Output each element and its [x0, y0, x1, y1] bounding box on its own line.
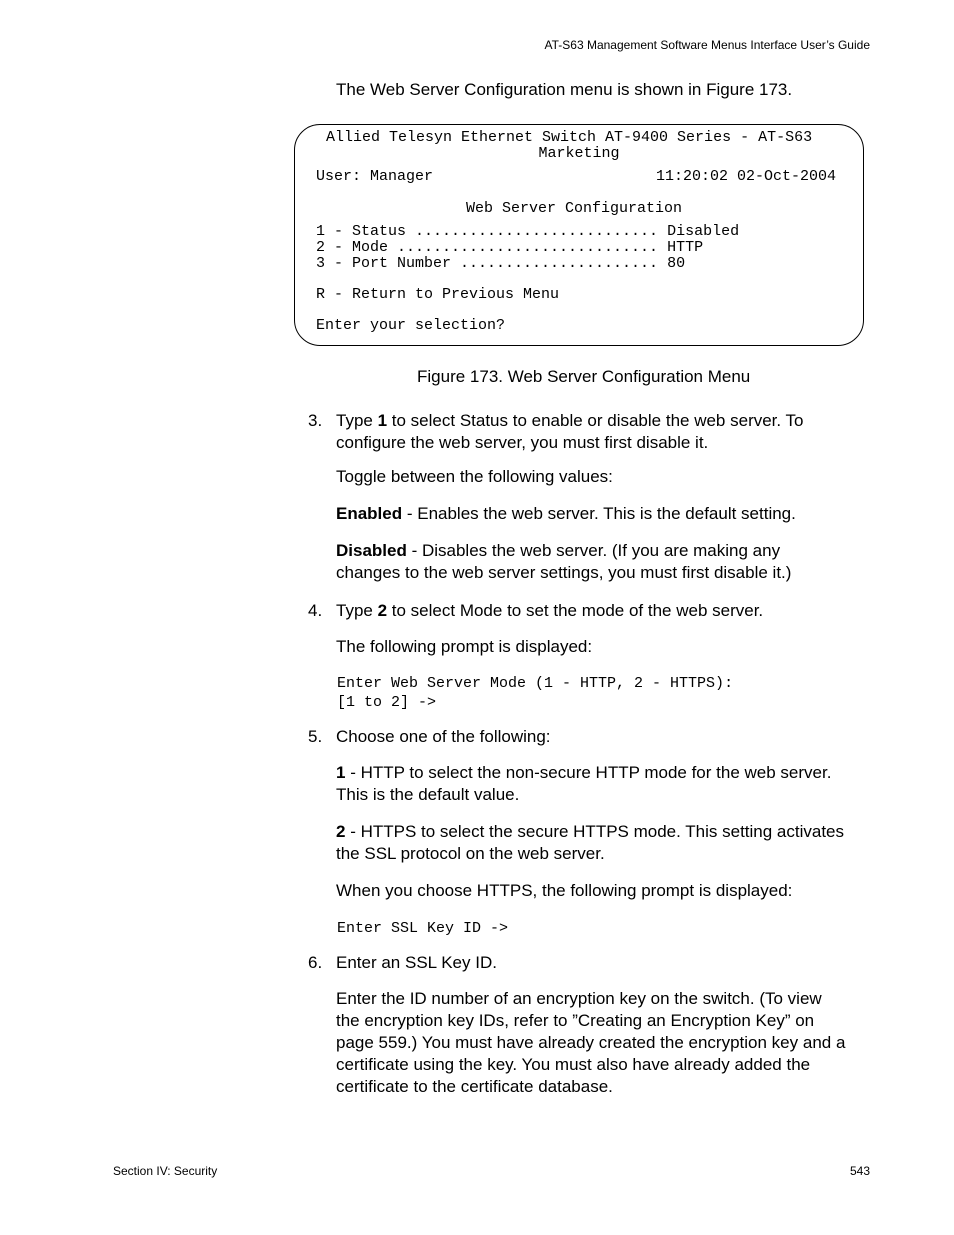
screen-title-line1: Allied Telesyn Ethernet Switch AT-9400 Series - AT-S63	[326, 129, 813, 146]
figure-caption: Figure 173. Web Server Configuration Menu	[417, 367, 751, 386]
intro-text: The Web Server Configuration menu is shown in Figure 173.	[336, 80, 793, 99]
screen-return: R - Return to Previous Menu	[316, 286, 560, 303]
menu-item-mode	[316, 240, 703, 256]
option-http-description: 1 - HTTP to select the non-secure HTTP mode for the web server. This is the default value.	[336, 763, 832, 804]
step-4-text: Type 2 to select Mode to set the mode of the web server.	[336, 601, 764, 620]
page-number: 543	[849, 1164, 870, 1178]
step-5-text: Choose one of the following:	[336, 727, 551, 746]
code-mode-prompt-line2: [1 to 2] ->	[337, 694, 437, 711]
https-prompt-intro: When you choose HTTPS, the following prompt is displayed:	[336, 881, 793, 900]
step-3-text: Type 1 to select Status to enable or disable the web server. To configure the web server, you must first disable it.	[336, 411, 804, 452]
option-https-description: 2 - HTTPS to select the secure HTTPS mode. This setting activates the SSL protocol on the web server.	[336, 822, 845, 863]
disabled-description: Disabled - Disables the web server. (If you are making any changes to the web server settings, you must first disable it.)	[336, 541, 792, 582]
menu-item-status	[316, 224, 739, 240]
menu-item-label: 1 - Status ...........................	[316, 223, 659, 240]
code-ssl-key-prompt: Enter SSL Key ID ->	[337, 920, 509, 937]
step-number: 4.	[308, 601, 323, 620]
step-number: 3.	[308, 411, 323, 430]
prompt-intro-text: The following prompt is displayed:	[336, 637, 593, 656]
menu-item-port-number	[316, 256, 685, 272]
terminal-screen-figure	[294, 124, 864, 346]
toggle-text: Toggle between the following values:	[336, 467, 613, 486]
running-header: AT-S63 Management Software Menus Interface User’s Guide	[544, 38, 870, 52]
step-number: 6.	[308, 953, 323, 972]
menu-item-label: 3 - Port Number ......................	[316, 255, 659, 272]
menu-item-label: 2 - Mode .............................	[316, 239, 659, 256]
menu-item-value: Disabled	[667, 223, 740, 240]
step-6-text: Enter an SSL Key ID.	[336, 953, 497, 972]
screen-title-line2: Marketing	[538, 145, 620, 162]
menu-item-value: HTTP	[667, 239, 704, 256]
screen-prompt: Enter your selection?	[316, 317, 506, 334]
menu-item-value: 80	[667, 255, 686, 272]
step-number: 5.	[308, 727, 323, 746]
footer-section: Section IV: Security	[113, 1164, 218, 1178]
enabled-description: Enabled - Enables the web server. This is the default setting.	[336, 504, 796, 523]
screen-user: User: Manager	[316, 168, 434, 185]
screen-datetime: 11:20:02 02-Oct-2004	[656, 168, 837, 185]
ssl-key-detail: Enter the ID number of an encryption key on the switch. (To view the encryption key IDs, refer to ”Creating an Encryption Key” on page 559.) You must have already created the encryption key and a certificate using the key. You must also have already added the certificate to the certificate database.	[336, 989, 846, 1096]
screen-menu-title: Web Server Configuration	[466, 200, 683, 217]
code-mode-prompt-line1: Enter Web Server Mode (1 - HTTP, 2 - HTTPS):	[337, 675, 734, 692]
